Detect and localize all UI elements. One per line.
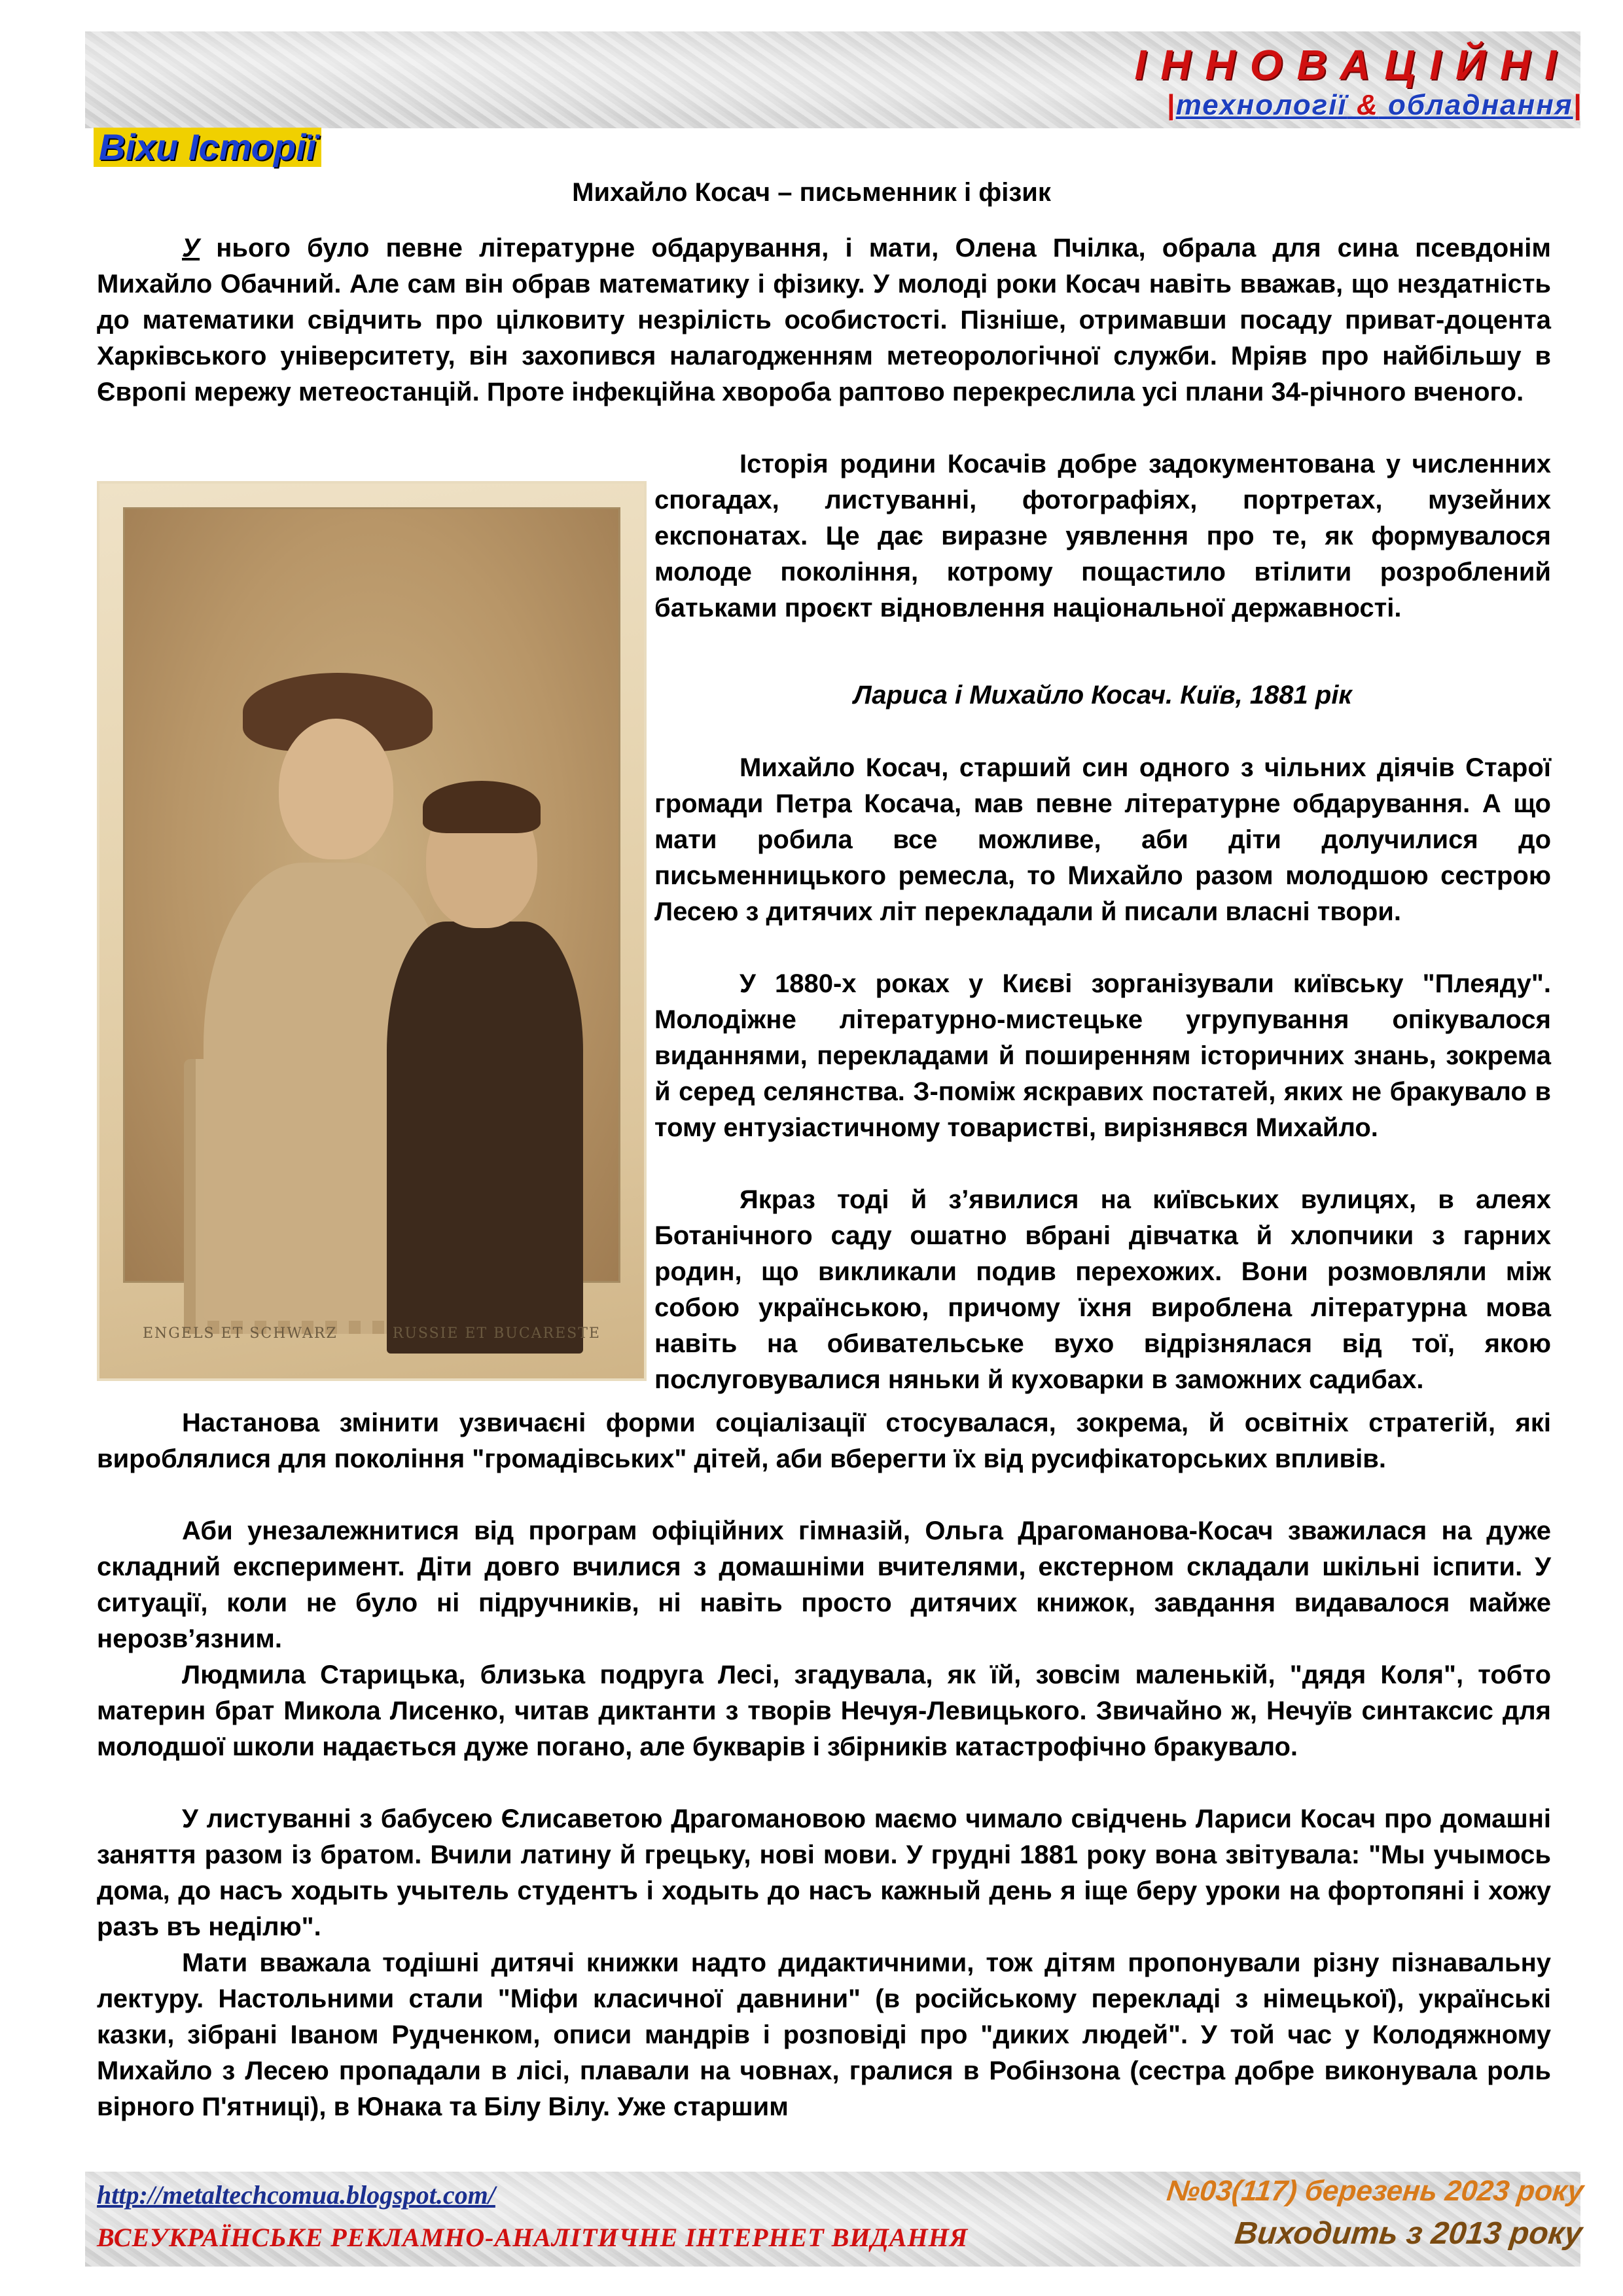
paragraph-intro [97,230,1551,410]
girl-face [279,719,393,859]
paragraph-botanical-garden: Якраз тоді й з’явилися на київських вулицях, в алеях Ботанічного саду ошатно вбрані дівчатка й хлопчики з гарних родин, що викликали подив перехожих. Вони розмовляли між собою українською, причому їхня вироблена літературна мова навіть на обивательське вухо відрізнялася від тої, якою послуговувалися няньки й куховарки в заможних садибах. [654,1185,1551,1394]
website-link[interactable]: http://metaltechcomua.blogspot.com/ [97,2180,495,2210]
since-year: Виходить з 2013 року [1233,2216,1584,2251]
article-title: Михайло Косач – письменник і фізик [572,178,1051,207]
photo-imprint [97,1325,647,1342]
paragraph-correspondence: У листуванні з бабусею Єлисаветою Драгомановою маємо чимало свідчень Лариси Косач про домашні заняття разом із братом. Вчили латину й грецьку, нові мови. У грудні 1881 року вона звітувала: "Мы учымось дома, до насъ ходыть учытель студентъ і ходыть до насъ кажный день я іще беру уроки на фортопяні і хожу разъ въ неділю". [97,1804,1551,1941]
historic-photo [97,481,647,1381]
brand-sub-right: обладнання [1387,89,1573,121]
drop-letter: У [182,234,200,262]
imprint-right: RUSSIE ET BUCARESTE [392,1325,601,1342]
paragraph-homeschool: Аби унезалежнитися від програм офіційних гімназій, Ольга Драгоманова-Косач зважилася на дуже складний експеримент. Діти довго вчилися з домашніми вчителями, екстерном складали шкільні іспити. У ситуації, коли не було ні підручників, ні навіть просто дитячих книжок, завдання видавалося майже нерозв’язним. [97,1516,1551,1653]
paragraph-intro-text: нього було певне літературне обдарування, і мати, Олена Пчілка, обрала для сина псевдонім Михайло Обачний. Але сам він обрав математику і фізику. У молоді роки Косач навіть вважав, що нездатність до математики свідчить про цілковиту незрілість особистості. Пізніше, отримавши посаду приват-доцента Харківського університету, він захопився налагодженням метеорологічної служби. Мріяв про найбільшу в Європі мережу метеостанцій. Проте інфекційна хвороба раптово перекреслила усі плани 34-річного вченого. [97,234,1551,406]
publication-tagline: ВСЕУКРАЇНСЬКЕ РЕКЛАМНО-АНАЛІТИЧНЕ ІНТЕРНЕТ ВИДАННЯ [97,2223,969,2252]
photo-caption: Лариса і Михайло Косач. Київ, 1881 рік [853,681,1352,709]
brand-subtitle: |технології & обладнання| [1166,89,1582,121]
paragraph-starytska: Людмила Старицька, близька подруга Лесі, згадувала, як їй, зовсім маленькій, "дядя Коля", тобто материн брат Микола Лисенко, читав диктанти з творів Нечуя-Левицького. Звичайно ж, Нечуїв синтаксис для молодшої школи надається дуже погано, але букварів і збірників катастрофічно бракувало. [97,1660,1551,1761]
photo-mount [123,507,620,1283]
issue-number: №03(117) березень 2023 року [1165,2175,1586,2207]
brand-sub-amp: & [1356,89,1379,121]
paragraph-pleiad: У 1880-х роках у Києві зорганізували київську "Плеяду". Молодіжне літературно-мистецьке угрупування опікувалося виданнями, перекладами й поширенням історичних знань, зокрема й серед селянства. З-поміж яскравих постатей, яких не бракувало в тому ентузіастичному товаристві, вирізнявся Михайло. [654,969,1551,1142]
brand-sub-left: технології [1175,89,1347,121]
boy-figure [387,922,583,1354]
paragraph-reading: Мати вважала тодішні дитячі книжки надто дидактичними, тож дітям пропонували різну пізнавальну лектуру. Настольними стали "Міфи класичної давнини" (в російському перекладі з німецької), українські казки, зібрані Іваном Рудченком, описи мандрів і розповіді про "диких людей". У той час у Колодяжному Михайло з Лесею пропадали в лісі, плавали на човнах, гралися в Робінзона (сестра добре виконувала роль вірного П'ятниці), в Юнака та Білу Вілу. Уже старшим [97,1948,1551,2121]
section-tag: Віхи Історії [94,128,321,167]
paragraph-family-history: Історія родини Косачів добре задокументована у численних спогадах, листуванні, фотографіях, портретах, музейних експонатах. Це дає виразне уявлення про те, як формувалося молоде покоління, котрому пощастило втілити розроблений батьками проєкт відновлення національної державності. [654,450,1551,622]
paragraph-mykhailo: Михайло Косач, старший син одного з чільних діячів Старої громади Петра Косача, мав певне літературне обдарування. А що мати робила все можливе, аби діти долучилися до письменницького ремесла, то Михайло разом молодшою сестрою Лесею з дитячих літ перекладали й писали власні твори. [654,753,1551,926]
imprint-left: ENGELS ET SCHWARZ [143,1325,338,1342]
paragraph-socialization: Настанова змінити узвичаєні форми соціалізації стосувалася, зокрема, й освітніх стратегій, які вироблялися для покоління "громадівських" дітей, аби вберегти їх від русифікаторських впливів. [97,1408,1551,1473]
boy-hair [423,781,541,833]
brand-title: ІННОВАЦІЙНІ [1134,41,1571,88]
